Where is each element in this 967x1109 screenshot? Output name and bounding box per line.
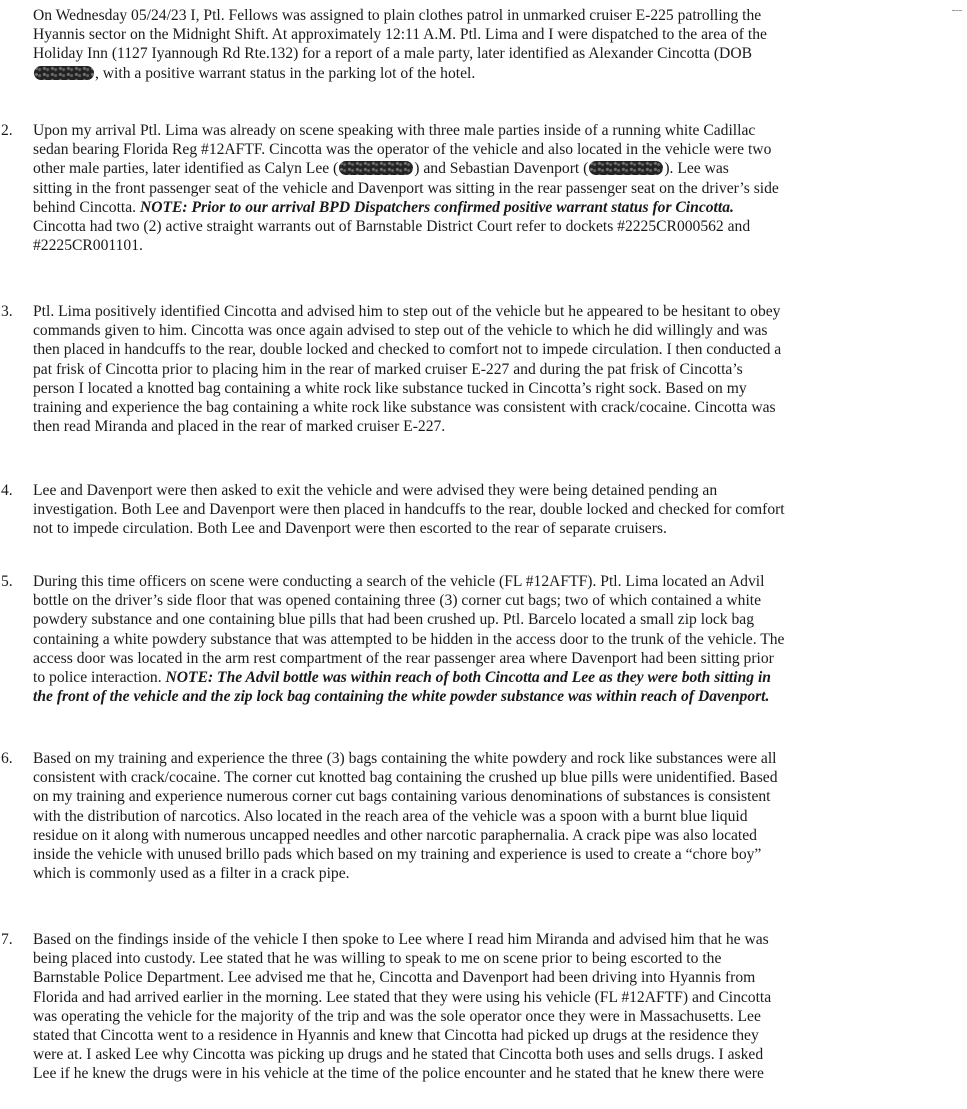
text-segment: access door was located in the arm rest compartment of the rear passenger area where Davenport had been sitting prior (33, 649, 774, 667)
text-line (33, 787, 958, 806)
text-line (33, 64, 958, 83)
text-line (33, 668, 958, 687)
text-segment: Hyannis sector on the Midnight Shift. At approximately 12:11 A.M. Ptl. Lima and I were dispatched to the area of the (33, 26, 767, 44)
report-paragraph-7 (1, 930, 958, 1084)
text-line (33, 417, 958, 436)
text-line (33, 1045, 958, 1064)
text-line (33, 591, 958, 610)
text-segment: , with a positive warrant status in the parking lot of the hotel. (95, 64, 476, 82)
text-segment: ). Lee was (664, 160, 729, 178)
text-segment: on my training and experience numerous corner cut bags containing various denominations of substances is consistent (33, 788, 771, 806)
text-segment: Based on the findings inside of the vehicle I then spoke to Lee where I read him Miranda and advised him that he was (33, 931, 769, 948)
text-line (33, 930, 958, 949)
text-line (33, 749, 958, 768)
text-line (33, 121, 958, 140)
text-line (33, 179, 958, 198)
text-line (33, 500, 958, 519)
text-segment: to police interaction. (33, 669, 166, 687)
text-line (33, 768, 958, 787)
text-line (33, 649, 958, 668)
paragraph-number: 5. (1, 573, 13, 590)
text-line (33, 481, 958, 500)
text-segment: other male parties, later identified as Calyn Lee ( (33, 160, 339, 178)
note-text: the front of the vehicle and the zip lock bag containing the white powder substance was within reach of Davenport. (33, 688, 770, 706)
report-paragraph-2 (1, 121, 958, 255)
text-segment: investigation. Both Lee and Davenport were then placed in handcuffs to the rear, double locked and checked for comfort (33, 501, 785, 519)
text-segment: Barnstable Police Department. Lee advised me that he, Cincotta and Davenport had been driving into Hyannis from (33, 969, 756, 987)
text-line (33, 360, 958, 379)
text-line (33, 379, 958, 398)
text-line (33, 198, 958, 217)
text-line (33, 519, 958, 538)
text-segment: sedan bearing Florida Reg #12AFTF. Cincotta was the operator of the vehicle and also located in the vehicle were two (33, 141, 772, 159)
text-segment: containing a white powdery substance that was attempted to be hidden in the access door to the trunk of the vehicle. The (33, 630, 785, 648)
text-segment: then placed in handcuffs to the rear, double locked and checked to comfort not to impede circulation. I then conducted a (33, 341, 782, 359)
text-line (33, 1007, 958, 1026)
report-paragraph-3 (1, 302, 958, 436)
text-segment: sitting in the front passenger seat of the vehicle and Davenport was sitting in the rear passenger seat on the driver’s side (33, 179, 779, 197)
text-segment: with the distribution of narcotics. Also located in the reach area of the vehicle was a spoon with a burnt blue liquid (33, 807, 748, 825)
text-segment: stated that Cincotta went to a residence in Hyannis and knew that Cincotta had picked up drugs at the residence they (33, 1027, 759, 1045)
text-line (33, 630, 958, 649)
text-line (33, 159, 958, 178)
text-line (33, 845, 958, 864)
text-segment: #2225CR001101. (33, 237, 143, 255)
text-line (33, 321, 958, 340)
paragraph-number: 4. (1, 482, 13, 499)
text-segment: Florida and had arrived earlier in the morning. Lee stated that they were using his vehicle (FL #12AFTF) and Cincotta (33, 988, 772, 1006)
text-segment: was operating the vehicle for the majority of the trip and was the sole operator once they were in Massachusetts. Lee (33, 1007, 761, 1025)
redaction-mark (589, 161, 663, 175)
text-line (33, 236, 958, 255)
text-line (33, 25, 958, 44)
paragraph-number: 2. (1, 122, 13, 139)
paragraph-number: 7. (1, 931, 13, 948)
text-segment: bottle on the driver’s side floor that was opened containing three (3) corner cut bags; two of which contained a white (33, 592, 762, 610)
text-line (33, 610, 958, 629)
text-line (33, 44, 958, 63)
text-segment: residue on it along with numerous uncapped needles and other narcotic paraphernalia. A crack pipe was also located (33, 826, 757, 844)
text-line (33, 687, 958, 706)
text-segment: powdery substance and one containing blue pills that had been crushed up. Ptl. Barcelo located a small zip lock bag (33, 611, 755, 629)
text-segment: pat frisk of Cincotta prior to placing him in the rear of marked cruiser E-227 and during the pat frisk of Cincotta’s (33, 360, 743, 378)
note-text: NOTE: The Advil bottle was within reach of both Cincotta and Lee as they were both sitting in (165, 669, 771, 687)
note-text: NOTE: Prior to our arrival BPD Dispatchers confirmed positive warrant status for Cincotta. (139, 198, 734, 216)
text-segment: were at. I asked Lee why Cincotta was picking up drugs and he stated that Cincotta both uses and sells drugs. I asked (33, 1046, 764, 1064)
text-line (33, 6, 958, 25)
text-segment: then read Miranda and placed in the rear of marked cruiser E-227. (33, 418, 446, 436)
text-line (33, 398, 958, 417)
text-segment: training and experience the bag containing a white rock like substance was consistent with crack/cocaine. Cincotta was (33, 399, 776, 417)
text-segment: Lee and Davenport were then asked to exit the vehicle and were advised they were being detained pending an (33, 482, 718, 499)
text-segment: Cincotta had two (2) active straight warrants out of Barnstable District Court refer to dockets #2225CR000562 and (33, 218, 751, 236)
report-paragraph-6 (1, 749, 958, 883)
text-segment: Lee if he knew the drugs were in his vehicle at the time of the police encounter and he stated that he knew there were (33, 1065, 764, 1083)
report-paragraph-1 (33, 6, 958, 83)
text-segment: behind Cincotta. (33, 198, 140, 216)
text-segment: Based on my training and experience the three (3) bags containing the white powdery and rock like substances were all (33, 750, 777, 767)
redaction-mark (339, 161, 413, 175)
text-line (33, 968, 958, 987)
text-segment: which is commonly used as a filter in a crack pipe. (33, 865, 350, 883)
text-segment: consistent with crack/cocaine. The corner cut knotted bag containing the crushed up blue pills were unidentified. Based (33, 769, 778, 787)
text-segment: not to impede circulation. Both Lee and Davenport were then escorted to the rear of separate cruisers. (33, 520, 667, 538)
text-line (33, 988, 958, 1007)
text-line (33, 949, 958, 968)
text-segment: person I located a knotted bag containing a white rock like substance tucked in Cincotta’s right sock. Based on my (33, 379, 747, 397)
text-segment: Upon my arrival Ptl. Lima was already on scene speaking with three male parties inside of a running white Cadillac (33, 122, 756, 139)
text-line (33, 572, 958, 591)
paragraph-number: 6. (1, 750, 13, 767)
text-line (33, 302, 958, 321)
text-line (33, 1064, 958, 1083)
text-line (33, 826, 958, 845)
text-segment: ) and Sebastian Davenport ( (414, 160, 589, 178)
text-line (33, 807, 958, 826)
text-line (33, 217, 958, 236)
text-segment: being placed into custody. Lee stated that he was willing to speak to me on scene prior to being escorted to the (33, 950, 722, 968)
text-segment: On Wednesday 05/24/23 I, Ptl. Fellows was assigned to plain clothes patrol in unmarked cruiser E-225 patrolling the (33, 7, 762, 24)
text-segment: During this time officers on scene were conducting a search of the vehicle (FL #12AFTF). Ptl. Lima located an Advil (33, 573, 765, 590)
text-segment: inside the vehicle with unused brillo pads which based on my training and experience is used to create a “chore boy” (33, 846, 762, 864)
text-segment: Ptl. Lima positively identified Cincotta and advised him to step out of the vehicle but he appeared to be hesitant to obey (33, 303, 781, 320)
text-segment: Holiday Inn (1127 Iyannough Rd Rte.132) for a report of a male party, later identified as Alexander Cincotta (DOB (33, 45, 752, 63)
text-segment: commands given to him. Cincotta was once again advised to step out of the vehicle to which he did willingly and was (33, 322, 768, 340)
paragraph-number: 3. (1, 303, 13, 320)
report-paragraph-4 (1, 481, 958, 539)
text-line (33, 1026, 958, 1045)
text-line (33, 140, 958, 159)
redaction-mark (34, 66, 94, 80)
text-line (33, 864, 958, 883)
margin-mark (952, 10, 962, 11)
text-line (33, 340, 958, 359)
report-paragraph-5 (1, 572, 958, 706)
